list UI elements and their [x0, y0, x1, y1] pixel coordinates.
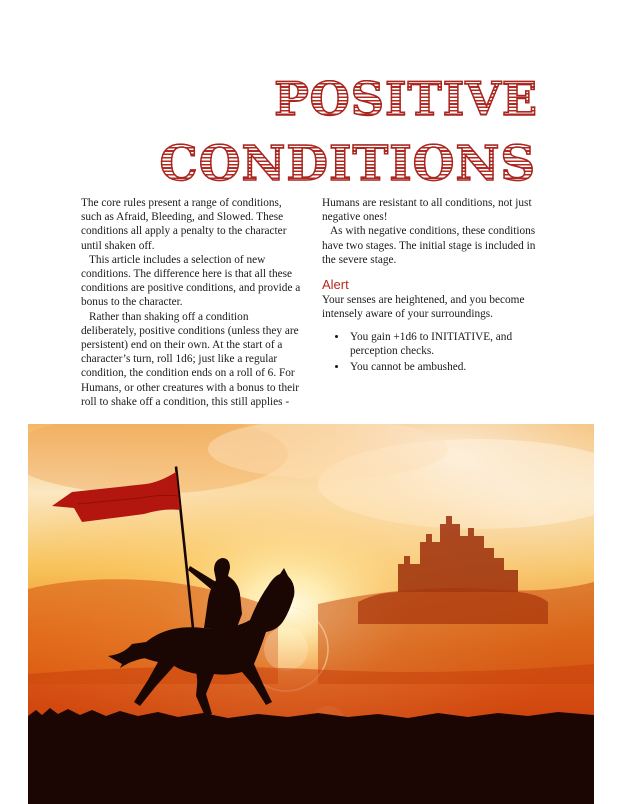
- alert-description: Your senses are heightened, and you become intensely aware of your surroundings.: [322, 294, 525, 321]
- paragraph: This article includes a selection of new conditions. The difference here is that all these conditions are positive conditions, and provide a bonus to the character.: [81, 253, 301, 309]
- paragraph: Rather than shaking off a condition deliberately, positive conditions (unless they are persistent) end on their own. At the start of a character’s turn, roll 1d6; just like a regular condition, the condition ends on a roll of 6. For Humans, or other creatures with a bonus to their roll to shake off a condition, this still applies -: [81, 310, 300, 408]
- page-title-line-2: CONDITIONS: [159, 136, 536, 192]
- right-column: [322, 196, 544, 376]
- left-column: [81, 196, 303, 409]
- page-title-line-1: POSITIVE: [274, 72, 538, 126]
- paragraph: As with negative conditions, these conditions have two stages. The initial stage is included in the severe stage.: [322, 225, 536, 266]
- list-item: • You cannot be ambushed.: [348, 360, 544, 374]
- list-item: • You gain +1d6 to INITIATIVE, and perception checks.: [348, 330, 544, 358]
- alert-bullet-list: [322, 330, 544, 375]
- knight-sunset-image: [28, 424, 594, 804]
- knight-illustration: [28, 424, 594, 804]
- paragraph: Humans are resistant to all conditions, not just negative ones!: [322, 197, 532, 224]
- paragraph: The core rules present a range of conditions, such as Afraid, Bleeding, and Slowed. These conditions all apply a penalty to the character until shaken off.: [81, 197, 287, 252]
- section-heading-alert: Alert: [322, 277, 349, 293]
